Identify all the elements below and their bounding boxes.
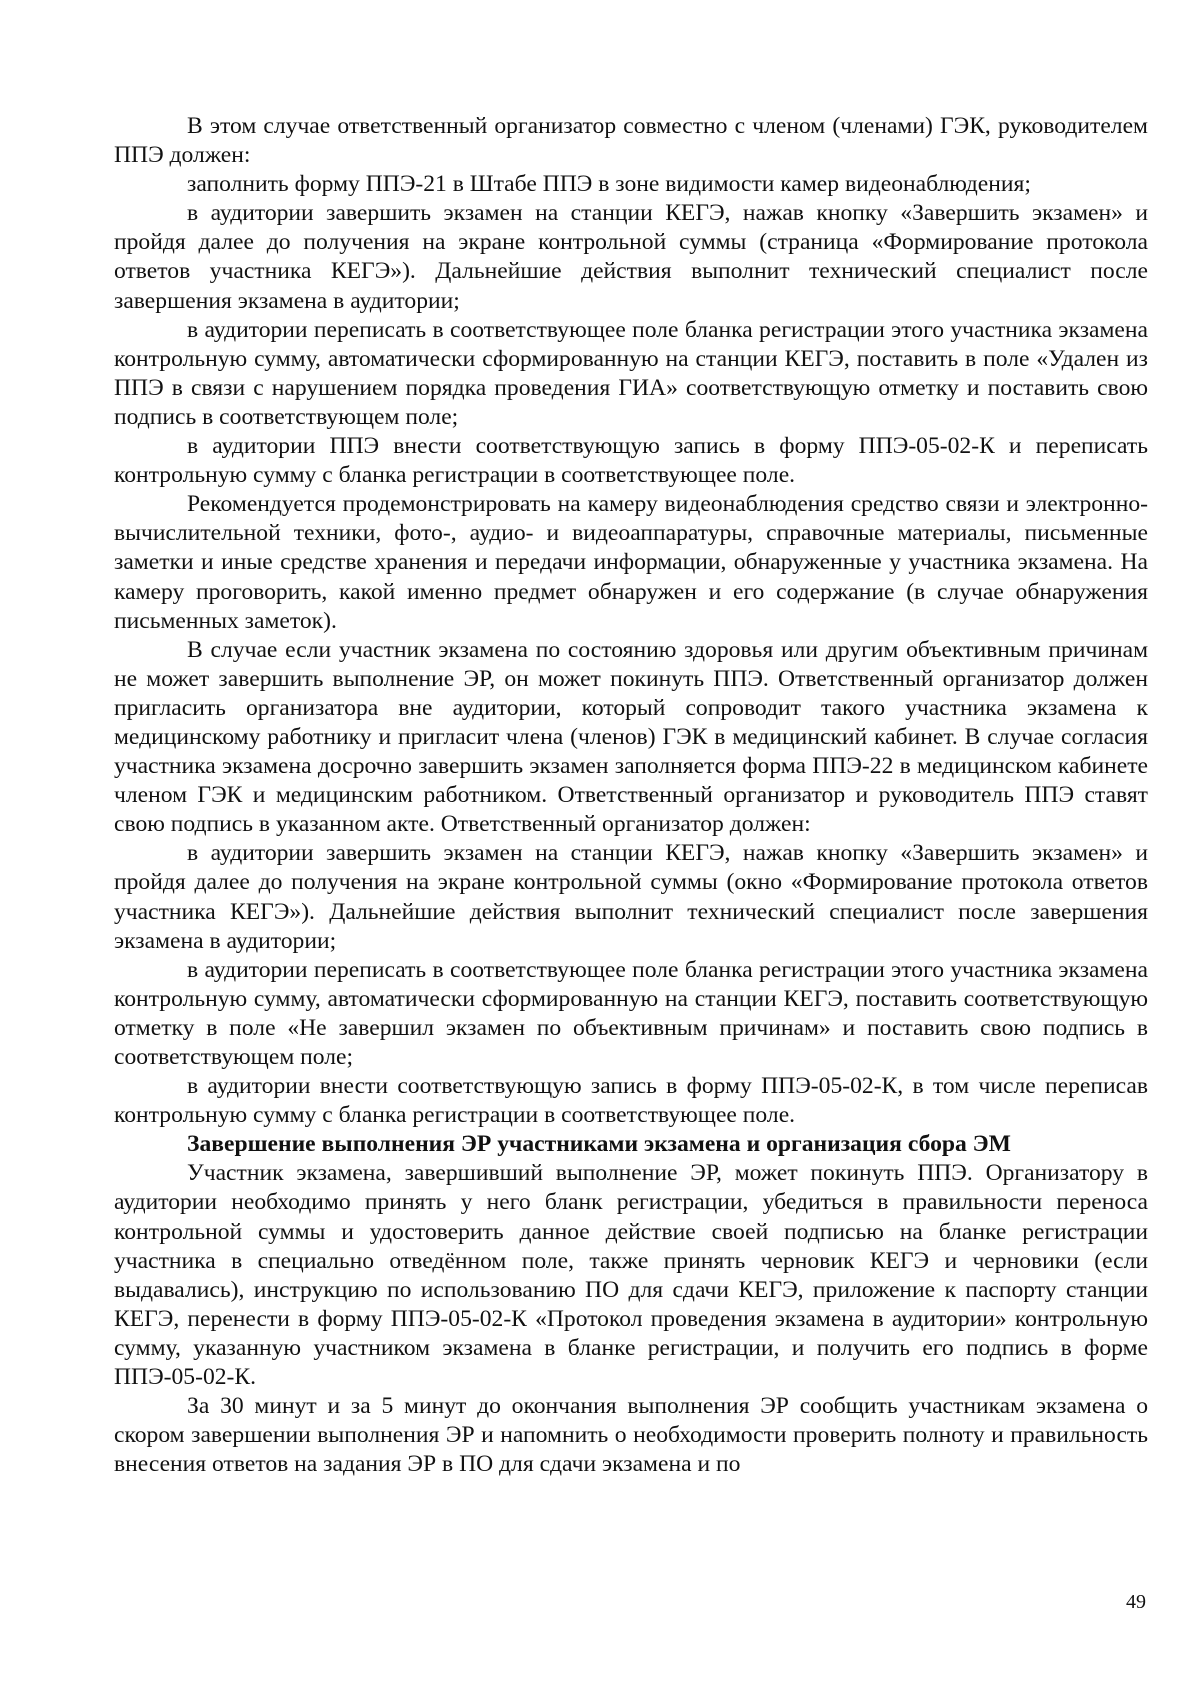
paragraph-health-reasons: В случае если участник экзамена по состоянию здоровья или другим объективным причинам не может завершить выполнение ЭР, он может покинуть ППЭ. Ответственный организатор должен пригласить организатора вне аудитории, который сопроводит такого участника экзамена к медицинскому работнику и пригласит члена (членов) ГЭК в медицинский кабинет. В случае согласия участника экзамена досрочно завершить экзамен заполняется форма ППЭ-22 в медицинском кабинете членом ГЭК и медицинским работником. Ответственный организатор и руководитель ППЭ ставят свою подпись в указанном акте. Ответственный организатор должен: bbox=[114, 636, 1148, 838]
paragraph-time-reminder: За 30 минут и за 5 минут до окончания выполнения ЭР сообщить участникам экзамена о скором завершении выполнения ЭР и напомнить о необходимости проверить полноту и правильность внесения ответов на задания ЭР в ПО для сдачи экзамена и по bbox=[114, 1393, 1148, 1478]
paragraph-record-form: в аудитории ППЭ внести соответствующую запись в форму ППЭ-05-02-К и переписать контрольную сумму с бланка регистрации в соответствующее поле. bbox=[114, 433, 1148, 489]
paragraph-fill-form-ppe21: заполнить форму ППЭ-21 в Штабе ППЭ в зоне видимости камер видеонаблюдения; bbox=[187, 171, 1031, 198]
section-heading: Завершение выполнения ЭР участниками экзамена и организация сбора ЭМ bbox=[187, 1131, 1011, 1158]
paragraph-intro: В этом случае ответственный организатор совместно с членом (членами) ГЭК, руководителем ППЭ должен: bbox=[114, 113, 1148, 169]
paragraph-finish-exam-window: в аудитории завершить экзамен на станции КЕГЭ, нажав кнопку «Завершить экзамен» и пройдя далее до получения на экране контрольной суммы (окно «Формирование протокола ответов участника КЕГЭ»). Дальнейшие действия выполнит технический специалист после завершения экзамена в аудитории; bbox=[114, 840, 1148, 954]
paragraph-copy-checksum: в аудитории переписать в соответствующее поле бланка регистрации этого участника экзамена контрольную сумму, автоматически сформированную на станции КЕГЭ, поставить в поле «Удален из ППЭ в связи с нарушением порядка проведения ГИА» соответствующую отметку и поставить свою подпись в соответствующем поле; bbox=[114, 316, 1148, 430]
paragraph-finish-exam-station: в аудитории завершить экзамен на станции КЕГЭ, нажав кнопку «Завершить экзамен» и пройдя далее до получения на экране контрольной суммы (страница «Формирование протокола ответов участника КЕГЭ»). Дальнейшие действия выполнит технический специалист после завершения экзамена в аудитории; bbox=[114, 200, 1148, 314]
paragraph-recommendation: Рекомендуется продемонстрировать на камеру видеонаблюдения средство связи и электронно-вычислительной техники, фото-, аудио- и видеоаппаратуры, справочные материалы, письменные заметки и иные средстве хранения и передачи информации, обнаруженные у участника экзамена. На камеру проговорить, какой именно предмет обнаружен и его содержание (в случае обнаружения письменных заметок). bbox=[114, 491, 1148, 634]
page-number: 49 bbox=[1126, 1591, 1146, 1613]
paragraph-record-form-checksum: в аудитории внести соответствующую запись в форму ППЭ-05-02-К, в том числе переписав контрольную сумму с бланка регистрации в соответствующее поле. bbox=[114, 1073, 1148, 1129]
paragraph-copy-checksum-objective: в аудитории переписать в соответствующее поле бланка регистрации этого участника экзамена контрольную сумму, автоматически сформированную на станции КЕГЭ, поставить соответствующую отметку в поле «Не завершил экзамен по объективным причинам» и поставить свою подпись в соответствующем поле; bbox=[114, 956, 1148, 1070]
document-page bbox=[114, 112, 1148, 1479]
paragraph-participant-finished: Участник экзамена, завершивший выполнение ЭР, может покинуть ППЭ. Организатору в аудитории необходимо принять у него бланк регистрации, убедиться в правильности переноса контрольной суммы и удостоверить данное действие своей подписью на бланке регистрации участника в специально отведённом поле, также принять черновик КЕГЭ и черновики (если выдавались), инструкцию по использованию ПО для сдачи КЕГЭ, приложение к паспорту станции КЕГЭ, перенести в форму ППЭ-05-02-К «Протокол проведения экзамена в аудитории» контрольную сумму, указанную участником экзамена в бланке регистрации, и получить его подпись в форме ППЭ-05-02-К. bbox=[114, 1160, 1148, 1391]
